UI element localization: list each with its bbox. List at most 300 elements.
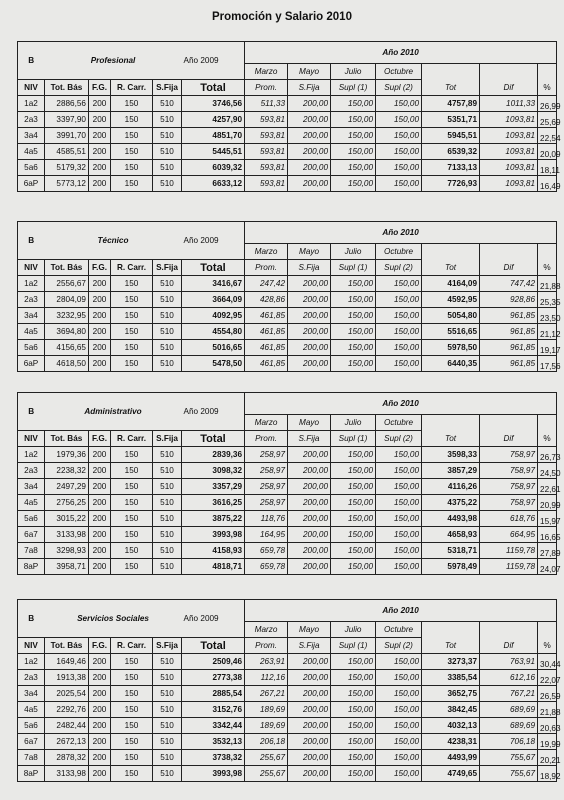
dif-header-top xyxy=(480,64,538,80)
table-row xyxy=(18,292,557,308)
pct-header-top xyxy=(538,244,557,260)
fg-cell: 200 xyxy=(89,495,111,511)
pct-cell: 26,59 xyxy=(538,686,557,702)
r-carr-cell: 150 xyxy=(111,276,153,292)
total-cell: 4257,90 xyxy=(182,112,245,128)
r-carr-cell: 150 xyxy=(111,670,153,686)
octubre-supl2-cell: 150,00 xyxy=(376,686,422,702)
octubre-supl2-cell: 150,00 xyxy=(376,340,422,356)
s-fija-cell: 510 xyxy=(153,96,182,112)
mayo-s-fija-cell: 200,00 xyxy=(288,718,331,734)
s-fija-cell: 510 xyxy=(153,670,182,686)
s-fija-cell: 510 xyxy=(153,543,182,559)
tot-cell: 4116,26 xyxy=(422,479,480,495)
s-fija-2010-header: S.Fija xyxy=(288,260,331,276)
table-row xyxy=(18,527,557,543)
tot-cell: 7726,93 xyxy=(422,176,480,192)
dif-cell: 767,21 xyxy=(480,686,538,702)
r-carr-cell: 150 xyxy=(111,750,153,766)
fg-cell: 200 xyxy=(89,276,111,292)
julio-header: Julio xyxy=(331,415,376,431)
s-fija-cell: 510 xyxy=(153,144,182,160)
fg-cell: 200 xyxy=(89,176,111,192)
category-name: Técnico xyxy=(45,222,182,260)
tot-header-top xyxy=(422,415,480,431)
table-row xyxy=(18,702,557,718)
octubre-supl2-cell: 150,00 xyxy=(376,654,422,670)
mayo-s-fija-cell: 200,00 xyxy=(288,670,331,686)
dif-header-top xyxy=(480,622,538,638)
pct-cell: 20,21 xyxy=(538,750,557,766)
dif-cell: 928,86 xyxy=(480,292,538,308)
tot-cell: 4592,95 xyxy=(422,292,480,308)
total-header: Total xyxy=(182,80,245,96)
marzo-prom-cell: 189,69 xyxy=(245,718,288,734)
octubre-header: Octubre xyxy=(376,622,422,638)
octubre-supl2-cell: 150,00 xyxy=(376,276,422,292)
tot-bas-header: Tot. Bás xyxy=(45,431,89,447)
marzo-prom-cell: 511,33 xyxy=(245,96,288,112)
r-carr-cell: 150 xyxy=(111,324,153,340)
dif-cell: 664,95 xyxy=(480,527,538,543)
octubre-supl2-cell: 150,00 xyxy=(376,463,422,479)
octubre-supl2-cell: 150,00 xyxy=(376,750,422,766)
s-fija-header: S.Fija xyxy=(153,80,182,96)
salary-table xyxy=(17,599,561,782)
niv-cell: 5a6 xyxy=(18,160,45,176)
mayo-s-fija-cell: 200,00 xyxy=(288,308,331,324)
category-letter: B xyxy=(18,42,45,80)
table-row xyxy=(18,686,557,702)
page-title: Promoción y Salario 2010 xyxy=(212,11,352,23)
marzo-header: Marzo xyxy=(245,415,288,431)
dif-header-top xyxy=(480,415,538,431)
fg-cell: 200 xyxy=(89,160,111,176)
pct-cell: 27,89 xyxy=(538,543,557,559)
section-administrativo xyxy=(17,392,561,575)
mayo-s-fija-cell: 200,00 xyxy=(288,463,331,479)
julio-supl1-cell: 150,00 xyxy=(331,176,376,192)
fg-cell: 200 xyxy=(89,144,111,160)
s-fija-cell: 510 xyxy=(153,292,182,308)
table-row xyxy=(18,276,557,292)
category-letter: B xyxy=(18,393,45,431)
marzo-prom-cell: 258,97 xyxy=(245,463,288,479)
mayo-s-fija-cell: 200,00 xyxy=(288,276,331,292)
marzo-prom-cell: 255,67 xyxy=(245,750,288,766)
fg-cell: 200 xyxy=(89,96,111,112)
total-cell: 3738,32 xyxy=(182,750,245,766)
total-cell: 3993,98 xyxy=(182,527,245,543)
table-row xyxy=(18,176,557,192)
julio-supl1-cell: 150,00 xyxy=(331,324,376,340)
s-fija-cell: 510 xyxy=(153,479,182,495)
mayo-s-fija-cell: 200,00 xyxy=(288,112,331,128)
tot-cell: 5318,71 xyxy=(422,543,480,559)
s-fija-cell: 510 xyxy=(153,308,182,324)
supl2-header: Supl (2) xyxy=(376,638,422,654)
marzo-prom-cell: 263,91 xyxy=(245,654,288,670)
table-row xyxy=(18,479,557,495)
niv-cell: 7a8 xyxy=(18,543,45,559)
s-fija-cell: 510 xyxy=(153,559,182,575)
tot-header: Tot xyxy=(422,638,480,654)
year-2009-label: Año 2009 xyxy=(182,42,245,80)
octubre-supl2-cell: 150,00 xyxy=(376,527,422,543)
tot-bas-cell: 1979,36 xyxy=(45,447,89,463)
octubre-supl2-cell: 150,00 xyxy=(376,718,422,734)
dif-cell: 689,69 xyxy=(480,718,538,734)
total-cell: 3416,67 xyxy=(182,276,245,292)
dif-cell: 618,76 xyxy=(480,511,538,527)
tot-bas-cell: 2497,29 xyxy=(45,479,89,495)
mayo-s-fija-cell: 200,00 xyxy=(288,356,331,372)
s-fija-cell: 510 xyxy=(153,654,182,670)
r-carr-cell: 150 xyxy=(111,176,153,192)
fg-cell: 200 xyxy=(89,292,111,308)
tot-bas-cell: 4585,51 xyxy=(45,144,89,160)
s-fija-cell: 510 xyxy=(153,511,182,527)
tot-cell: 5351,71 xyxy=(422,112,480,128)
julio-supl1-cell: 150,00 xyxy=(331,750,376,766)
dif-cell: 612,16 xyxy=(480,670,538,686)
mayo-s-fija-cell: 200,00 xyxy=(288,543,331,559)
niv-cell: 3a4 xyxy=(18,479,45,495)
total-cell: 3357,29 xyxy=(182,479,245,495)
tot-cell: 4749,65 xyxy=(422,766,480,782)
r-carr-cell: 150 xyxy=(111,112,153,128)
mayo-s-fija-cell: 200,00 xyxy=(288,176,331,192)
pct-cell: 22,07 xyxy=(538,670,557,686)
salary-table xyxy=(17,392,561,575)
dif-cell: 755,67 xyxy=(480,766,538,782)
fg-cell: 200 xyxy=(89,654,111,670)
tot-cell: 6440,35 xyxy=(422,356,480,372)
pct-cell: 24,50 xyxy=(538,463,557,479)
tot-header: Tot xyxy=(422,80,480,96)
octubre-header: Octubre xyxy=(376,244,422,260)
dif-cell: 1093,81 xyxy=(480,160,538,176)
niv-cell: 4a5 xyxy=(18,702,45,718)
octubre-supl2-cell: 150,00 xyxy=(376,543,422,559)
fg-header: F.G. xyxy=(89,80,111,96)
marzo-prom-cell: 258,97 xyxy=(245,447,288,463)
total-cell: 5445,51 xyxy=(182,144,245,160)
fg-header: F.G. xyxy=(89,638,111,654)
category-letter: B xyxy=(18,600,45,638)
pct-header-top xyxy=(538,64,557,80)
total-cell: 4092,95 xyxy=(182,308,245,324)
r-carr-cell: 150 xyxy=(111,511,153,527)
mayo-header: Mayo xyxy=(288,244,331,260)
niv-cell: 2a3 xyxy=(18,670,45,686)
mayo-s-fija-cell: 200,00 xyxy=(288,734,331,750)
tot-cell: 4032,13 xyxy=(422,718,480,734)
tot-cell: 4493,98 xyxy=(422,511,480,527)
fg-cell: 200 xyxy=(89,734,111,750)
niv-cell: 2a3 xyxy=(18,463,45,479)
marzo-prom-cell: 659,78 xyxy=(245,543,288,559)
s-fija-2010-header: S.Fija xyxy=(288,431,331,447)
pct-cell: 25,69 xyxy=(538,112,557,128)
marzo-prom-cell: 164,95 xyxy=(245,527,288,543)
tot-bas-cell: 2756,25 xyxy=(45,495,89,511)
mayo-header: Mayo xyxy=(288,415,331,431)
julio-supl1-cell: 150,00 xyxy=(331,686,376,702)
mayo-s-fija-cell: 200,00 xyxy=(288,527,331,543)
total-cell: 4554,80 xyxy=(182,324,245,340)
tot-header-top xyxy=(422,64,480,80)
pct-cell: 19,99 xyxy=(538,734,557,750)
niv-header: NIV xyxy=(18,80,45,96)
pct-header: % xyxy=(538,260,557,276)
pct-header: % xyxy=(538,638,557,654)
supl1-header: Supl (1) xyxy=(331,431,376,447)
octubre-supl2-cell: 150,00 xyxy=(376,292,422,308)
supl1-header: Supl (1) xyxy=(331,638,376,654)
marzo-prom-cell: 112,16 xyxy=(245,670,288,686)
mayo-s-fija-cell: 200,00 xyxy=(288,654,331,670)
tot-bas-cell: 2025,54 xyxy=(45,686,89,702)
octubre-supl2-cell: 150,00 xyxy=(376,176,422,192)
tot-cell: 3598,33 xyxy=(422,447,480,463)
marzo-prom-cell: 659,78 xyxy=(245,559,288,575)
s-fija-cell: 510 xyxy=(153,527,182,543)
marzo-prom-cell: 593,81 xyxy=(245,128,288,144)
r-carr-cell: 150 xyxy=(111,718,153,734)
mayo-s-fija-cell: 200,00 xyxy=(288,479,331,495)
fg-cell: 200 xyxy=(89,340,111,356)
tot-cell: 5978,50 xyxy=(422,340,480,356)
supl2-header: Supl (2) xyxy=(376,260,422,276)
julio-supl1-cell: 150,00 xyxy=(331,654,376,670)
total-cell: 3746,56 xyxy=(182,96,245,112)
marzo-prom-cell: 593,81 xyxy=(245,160,288,176)
tot-cell: 3385,54 xyxy=(422,670,480,686)
year-2010-label: Año 2010 xyxy=(245,393,557,415)
dif-cell: 1093,81 xyxy=(480,112,538,128)
marzo-prom-cell: 593,81 xyxy=(245,112,288,128)
r-carr-cell: 150 xyxy=(111,160,153,176)
tot-bas-cell: 2292,76 xyxy=(45,702,89,718)
marzo-header: Marzo xyxy=(245,244,288,260)
s-fija-cell: 510 xyxy=(153,463,182,479)
tot-bas-cell: 3694,80 xyxy=(45,324,89,340)
niv-cell: 6aP xyxy=(18,356,45,372)
dif-cell: 758,97 xyxy=(480,495,538,511)
supl1-header: Supl (1) xyxy=(331,260,376,276)
table-row xyxy=(18,324,557,340)
octubre-header: Octubre xyxy=(376,64,422,80)
r-carr-cell: 150 xyxy=(111,463,153,479)
r-carr-header: R. Carr. xyxy=(111,431,153,447)
fg-cell: 200 xyxy=(89,670,111,686)
total-cell: 2773,38 xyxy=(182,670,245,686)
julio-supl1-cell: 150,00 xyxy=(331,495,376,511)
niv-cell: 4a5 xyxy=(18,144,45,160)
marzo-prom-cell: 206,18 xyxy=(245,734,288,750)
marzo-prom-cell: 461,85 xyxy=(245,340,288,356)
table-row xyxy=(18,356,557,372)
niv-cell: 6a7 xyxy=(18,527,45,543)
pct-cell: 21,12 xyxy=(538,324,557,340)
julio-supl1-cell: 150,00 xyxy=(331,128,376,144)
s-fija-cell: 510 xyxy=(153,702,182,718)
pct-cell: 21,88 xyxy=(538,276,557,292)
niv-cell: 8aP xyxy=(18,766,45,782)
tot-cell: 7133,13 xyxy=(422,160,480,176)
salary-table xyxy=(17,41,561,192)
pct-cell: 17,56 xyxy=(538,356,557,372)
total-cell: 2885,54 xyxy=(182,686,245,702)
mayo-s-fija-cell: 200,00 xyxy=(288,686,331,702)
salary-table xyxy=(17,221,561,372)
marzo-prom-cell: 461,85 xyxy=(245,308,288,324)
s-fija-cell: 510 xyxy=(153,750,182,766)
r-carr-cell: 150 xyxy=(111,686,153,702)
mayo-s-fija-cell: 200,00 xyxy=(288,96,331,112)
r-carr-cell: 150 xyxy=(111,96,153,112)
s-fija-cell: 510 xyxy=(153,718,182,734)
marzo-prom-cell: 247,42 xyxy=(245,276,288,292)
niv-cell: 6aP xyxy=(18,176,45,192)
total-cell: 4851,70 xyxy=(182,128,245,144)
dif-cell: 961,85 xyxy=(480,308,538,324)
tot-bas-header: Tot. Bás xyxy=(45,260,89,276)
marzo-prom-cell: 258,97 xyxy=(245,495,288,511)
julio-supl1-cell: 150,00 xyxy=(331,292,376,308)
pct-cell: 26,99 xyxy=(538,96,557,112)
tot-bas-cell: 2804,09 xyxy=(45,292,89,308)
year-2010-label: Año 2010 xyxy=(245,222,557,244)
section-profesional xyxy=(17,41,561,192)
julio-supl1-cell: 150,00 xyxy=(331,511,376,527)
mayo-s-fija-cell: 200,00 xyxy=(288,766,331,782)
dif-cell: 758,97 xyxy=(480,463,538,479)
fg-cell: 200 xyxy=(89,559,111,575)
table-row xyxy=(18,543,557,559)
prom-header: Prom. xyxy=(245,80,288,96)
mayo-s-fija-cell: 200,00 xyxy=(288,750,331,766)
s-fija-cell: 510 xyxy=(153,734,182,750)
total-cell: 4818,71 xyxy=(182,559,245,575)
dif-cell: 689,69 xyxy=(480,702,538,718)
s-fija-header: S.Fija xyxy=(153,260,182,276)
table-row xyxy=(18,734,557,750)
tot-cell: 5516,65 xyxy=(422,324,480,340)
table-row xyxy=(18,654,557,670)
niv-cell: 1a2 xyxy=(18,654,45,670)
category-name: Administrativo xyxy=(45,393,182,431)
total-cell: 5478,50 xyxy=(182,356,245,372)
dif-cell: 706,18 xyxy=(480,734,538,750)
total-header: Total xyxy=(182,260,245,276)
year-2010-label: Año 2010 xyxy=(245,42,557,64)
niv-cell: 5a6 xyxy=(18,718,45,734)
niv-cell: 1a2 xyxy=(18,447,45,463)
total-cell: 3152,76 xyxy=(182,702,245,718)
supl1-header: Supl (1) xyxy=(331,80,376,96)
pct-cell: 20,63 xyxy=(538,718,557,734)
dif-header: Dif xyxy=(480,638,538,654)
octubre-supl2-cell: 150,00 xyxy=(376,96,422,112)
fg-cell: 200 xyxy=(89,308,111,324)
octubre-supl2-cell: 150,00 xyxy=(376,479,422,495)
julio-supl1-cell: 150,00 xyxy=(331,527,376,543)
niv-cell: 8aP xyxy=(18,559,45,575)
marzo-prom-cell: 461,85 xyxy=(245,324,288,340)
tot-cell: 3857,29 xyxy=(422,463,480,479)
tot-cell: 3652,75 xyxy=(422,686,480,702)
tot-cell: 5978,49 xyxy=(422,559,480,575)
tot-bas-cell: 2672,13 xyxy=(45,734,89,750)
pct-cell: 21,88 xyxy=(538,702,557,718)
fg-cell: 200 xyxy=(89,527,111,543)
dif-cell: 1159,78 xyxy=(480,543,538,559)
tot-bas-cell: 3958,71 xyxy=(45,559,89,575)
marzo-prom-cell: 593,81 xyxy=(245,144,288,160)
prom-header: Prom. xyxy=(245,260,288,276)
octubre-supl2-cell: 150,00 xyxy=(376,160,422,176)
mayo-s-fija-cell: 200,00 xyxy=(288,702,331,718)
s-fija-cell: 510 xyxy=(153,356,182,372)
niv-header: NIV xyxy=(18,431,45,447)
r-carr-cell: 150 xyxy=(111,144,153,160)
octubre-supl2-cell: 150,00 xyxy=(376,308,422,324)
julio-supl1-cell: 150,00 xyxy=(331,543,376,559)
julio-supl1-cell: 150,00 xyxy=(331,766,376,782)
fg-header: F.G. xyxy=(89,260,111,276)
tot-bas-cell: 3298,93 xyxy=(45,543,89,559)
mayo-header: Mayo xyxy=(288,64,331,80)
dif-header: Dif xyxy=(480,431,538,447)
tot-bas-cell: 5179,32 xyxy=(45,160,89,176)
table-row xyxy=(18,340,557,356)
tot-bas-cell: 5773,12 xyxy=(45,176,89,192)
r-carr-cell: 150 xyxy=(111,559,153,575)
marzo-prom-cell: 189,69 xyxy=(245,702,288,718)
marzo-prom-cell: 258,97 xyxy=(245,479,288,495)
tot-header-top xyxy=(422,622,480,638)
tot-cell: 4375,22 xyxy=(422,495,480,511)
total-header: Total xyxy=(182,638,245,654)
dif-cell: 1159,78 xyxy=(480,559,538,575)
niv-header: NIV xyxy=(18,638,45,654)
s-fija-cell: 510 xyxy=(153,160,182,176)
pct-cell: 20,09 xyxy=(538,144,557,160)
niv-cell: 4a5 xyxy=(18,324,45,340)
dif-cell: 961,85 xyxy=(480,356,538,372)
prom-header: Prom. xyxy=(245,638,288,654)
pct-cell: 20,99 xyxy=(538,495,557,511)
table-row xyxy=(18,670,557,686)
tot-bas-cell: 3133,98 xyxy=(45,766,89,782)
niv-cell: 5a6 xyxy=(18,511,45,527)
mayo-s-fija-cell: 200,00 xyxy=(288,495,331,511)
total-cell: 2839,36 xyxy=(182,447,245,463)
pct-cell: 24,07 xyxy=(538,559,557,575)
fg-cell: 200 xyxy=(89,463,111,479)
pct-cell: 16,65 xyxy=(538,527,557,543)
niv-cell: 1a2 xyxy=(18,96,45,112)
octubre-supl2-cell: 150,00 xyxy=(376,447,422,463)
pct-cell: 23,50 xyxy=(538,308,557,324)
r-carr-cell: 150 xyxy=(111,527,153,543)
pct-cell: 16,49 xyxy=(538,176,557,192)
year-2009-label: Año 2009 xyxy=(182,600,245,638)
marzo-prom-cell: 428,86 xyxy=(245,292,288,308)
dif-cell: 758,97 xyxy=(480,447,538,463)
